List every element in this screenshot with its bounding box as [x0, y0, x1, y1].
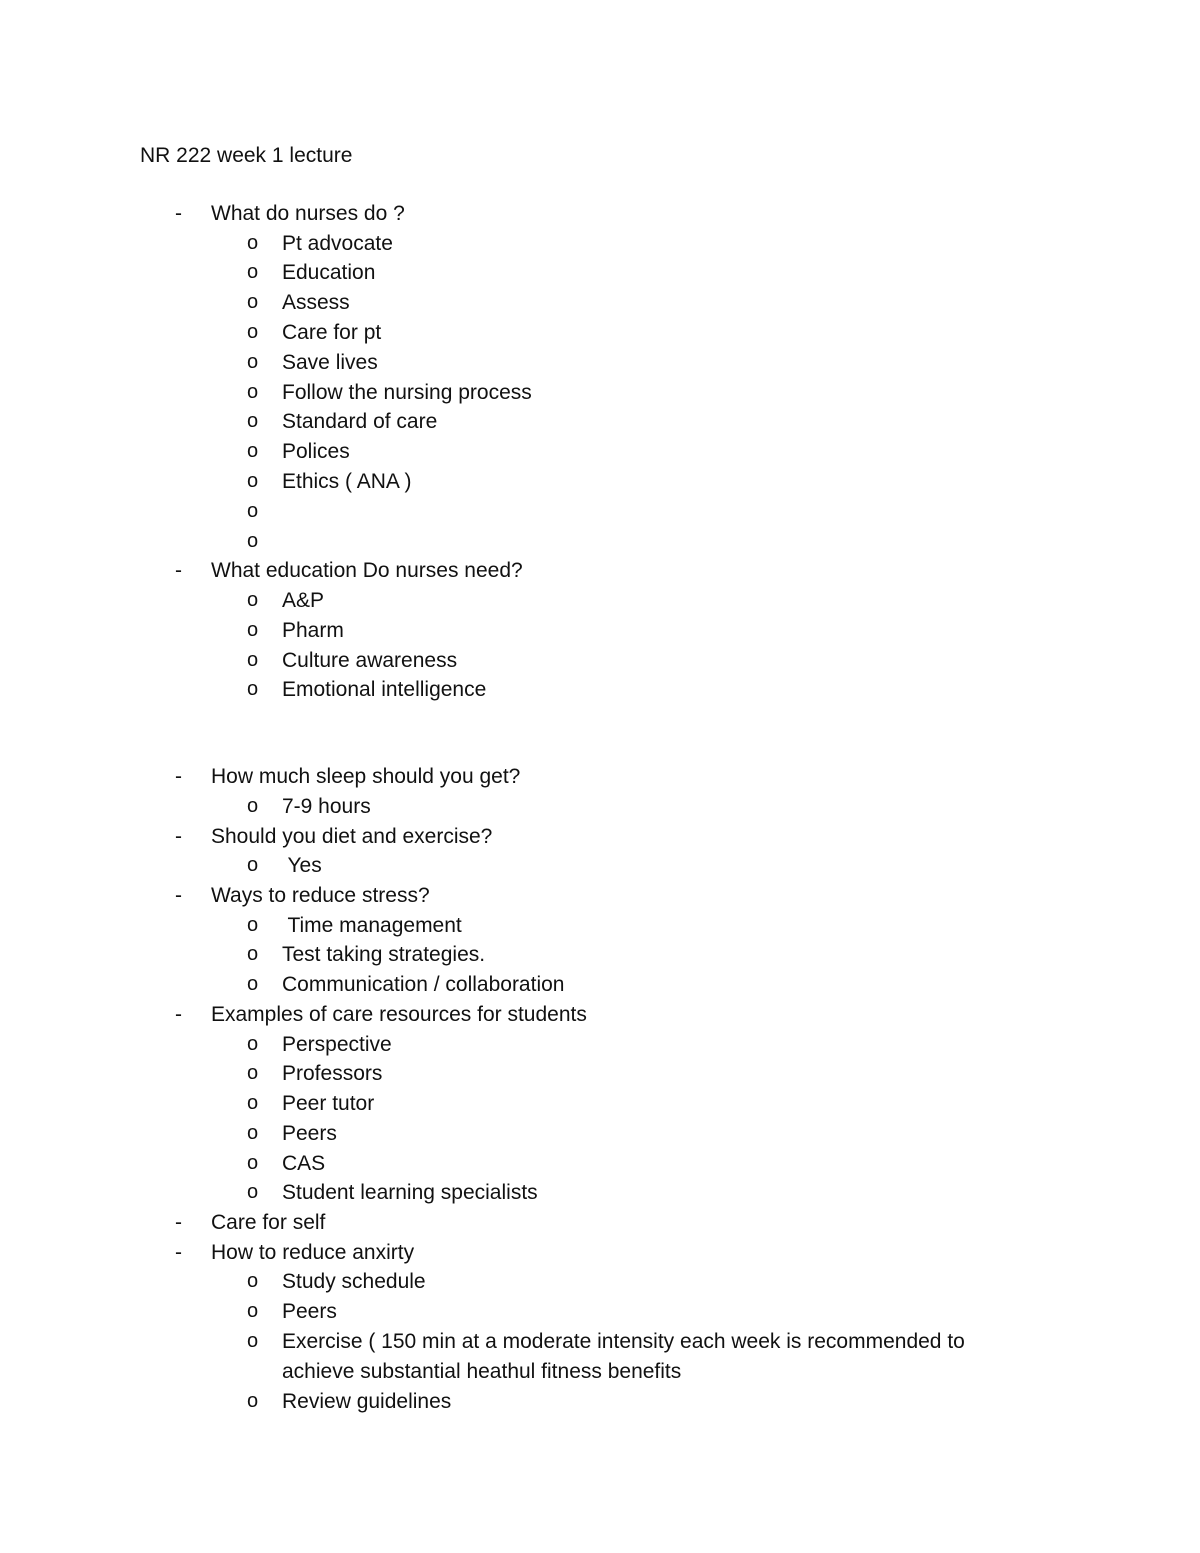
list-item-text: Polices: [282, 440, 350, 464]
list-item-text: Assess: [282, 291, 350, 315]
list-item: [0, 1030, 1200, 1060]
dash-marker: -: [175, 1002, 182, 1026]
outline-heading: [0, 556, 1200, 586]
list-item-text: Communication / collaboration: [282, 973, 565, 997]
outline-heading: [0, 1238, 1200, 1268]
outline-heading: [0, 881, 1200, 911]
bullet-marker: o: [247, 1092, 259, 1115]
list-item-text: Save lives: [282, 350, 378, 374]
list-item-text: Yes: [282, 854, 322, 878]
outline-section: [0, 1238, 1200, 1417]
list-item-text: Emotional intelligence: [282, 678, 487, 702]
bullet-marker: o: [247, 1121, 259, 1144]
list-item: [0, 378, 1200, 408]
list-item: [0, 675, 1200, 705]
outline-section: [0, 1208, 1200, 1238]
list-item: [0, 911, 1200, 941]
dash-marker: -: [175, 765, 182, 789]
list-item: [0, 348, 1200, 378]
list-item: [0, 616, 1200, 646]
outline-heading: [0, 1000, 1200, 1030]
outline-section: [0, 881, 1200, 1000]
list-item: [0, 1327, 1200, 1387]
outline-heading: [0, 822, 1200, 852]
list-item-text: Follow the nursing process: [282, 380, 532, 404]
list-item-text: 7-9 hours: [282, 794, 371, 818]
bullet-marker: o: [247, 440, 259, 463]
outline-heading: [0, 1208, 1200, 1238]
heading-text: How much sleep should you get?: [211, 765, 521, 789]
bullet-marker: o: [247, 913, 259, 936]
bullet-marker: o: [247, 291, 259, 314]
list-item-text: Time management: [282, 913, 462, 937]
list-item-text: Pt advocate: [282, 231, 393, 255]
bullet-marker: o: [247, 648, 259, 671]
list-item-text: Peers: [282, 1300, 337, 1324]
list-item: [0, 940, 1200, 970]
list-item: [0, 646, 1200, 676]
outline-heading: [0, 199, 1200, 229]
list-item-text: Pharm: [282, 618, 344, 642]
list-item-text: Peers: [282, 1121, 337, 1145]
bullet-marker: o: [247, 1330, 259, 1353]
bullet-marker: o: [247, 1181, 259, 1204]
outline-section: [0, 556, 1200, 705]
list-item: [0, 1178, 1200, 1208]
bullet-marker: o: [247, 261, 259, 284]
heading-text: Ways to reduce stress?: [211, 883, 430, 907]
list-item: [0, 1149, 1200, 1179]
list-item: [0, 1297, 1200, 1327]
heading-text: What do nurses do ?: [211, 202, 405, 225]
list-item-text: Standard of care: [282, 410, 438, 434]
list-item-text: Care for pt: [282, 320, 382, 344]
outline-list: [0, 199, 1200, 1416]
list-item: [0, 258, 1200, 288]
list-item-text: Professors: [282, 1062, 383, 1086]
list-item-text: Study schedule: [282, 1270, 426, 1294]
bullet-marker: o: [247, 1270, 259, 1293]
bullet-marker: o: [247, 588, 259, 611]
bullet-marker: o: [247, 943, 259, 966]
dash-marker: -: [175, 1240, 182, 1264]
bullet-marker: o: [247, 320, 259, 343]
outline-section: [0, 199, 1200, 556]
list-item: [0, 1387, 1200, 1417]
list-item-text: Peer tutor: [282, 1092, 375, 1116]
list-item: [0, 288, 1200, 318]
document-title: NR 222 week 1 lecture: [140, 144, 353, 167]
outline-section: [0, 1000, 1200, 1208]
bullet-marker: o: [247, 1300, 259, 1323]
bullet-marker: o: [247, 231, 259, 254]
bullet-marker: o: [247, 469, 259, 492]
bullet-marker: o: [247, 1389, 259, 1412]
dash-marker: -: [175, 559, 182, 583]
heading-text: How to reduce anxirty: [211, 1240, 415, 1264]
list-item-text: Review guidelines: [282, 1389, 452, 1413]
list-item: [0, 467, 1200, 497]
bullet-marker: o: [247, 618, 259, 641]
outline-heading: [0, 762, 1200, 792]
heading-text: What education Do nurses need?: [211, 559, 523, 583]
bullet-marker: o: [247, 410, 259, 433]
outline-section: [0, 822, 1200, 881]
dash-marker: -: [175, 824, 182, 848]
bullet-marker: o: [247, 678, 259, 701]
bullet-marker: o: [247, 350, 259, 373]
heading-text: Should you diet and exercise?: [211, 824, 493, 848]
bullet-marker: o: [247, 854, 259, 877]
list-item-text: Student learning specialists: [282, 1181, 538, 1205]
list-item-text: Ethics ( ANA ): [282, 469, 412, 493]
list-item: [0, 407, 1200, 437]
list-item: [0, 1059, 1200, 1089]
list-item: [0, 437, 1200, 467]
bullet-marker: o: [247, 1032, 259, 1055]
bullet-marker: o: [247, 1062, 259, 1085]
bullet-marker: o: [247, 380, 259, 403]
bullet-marker: o: [247, 794, 259, 817]
list-item-text: Exercise ( 150 min at a moderate intensity each week is recommended to achieve substantial heathul fitness benefits: [282, 1330, 965, 1383]
list-item: [0, 970, 1200, 1000]
bullet-marker: o: [247, 529, 259, 552]
list-item: [0, 851, 1200, 881]
list-item: [0, 1267, 1200, 1297]
list-item: [0, 1119, 1200, 1149]
list-item-text: Test taking strategies.: [282, 943, 486, 967]
outline-section: [0, 762, 1200, 821]
heading-text: Care for self: [211, 1211, 326, 1235]
bullet-marker: o: [247, 973, 259, 996]
list-item-empty: [0, 527, 1200, 557]
dash-marker: -: [175, 202, 182, 225]
list-item-text: Culture awareness: [282, 648, 458, 672]
list-item: [0, 1089, 1200, 1119]
list-item: [0, 586, 1200, 616]
list-item: [0, 792, 1200, 822]
dash-marker: -: [175, 1211, 182, 1235]
list-item-text: A&P: [282, 588, 325, 612]
bullet-marker: o: [247, 499, 259, 522]
list-item-text: Education: [282, 261, 376, 285]
list-item: [0, 318, 1200, 348]
bullet-marker: o: [247, 1151, 259, 1174]
list-item-empty: [0, 497, 1200, 527]
heading-text: Examples of care resources for students: [211, 1002, 587, 1026]
list-item-text: CAS: [282, 1151, 326, 1175]
list-item-text: Perspective: [282, 1032, 392, 1056]
list-item: [0, 229, 1200, 259]
dash-marker: -: [175, 883, 182, 907]
